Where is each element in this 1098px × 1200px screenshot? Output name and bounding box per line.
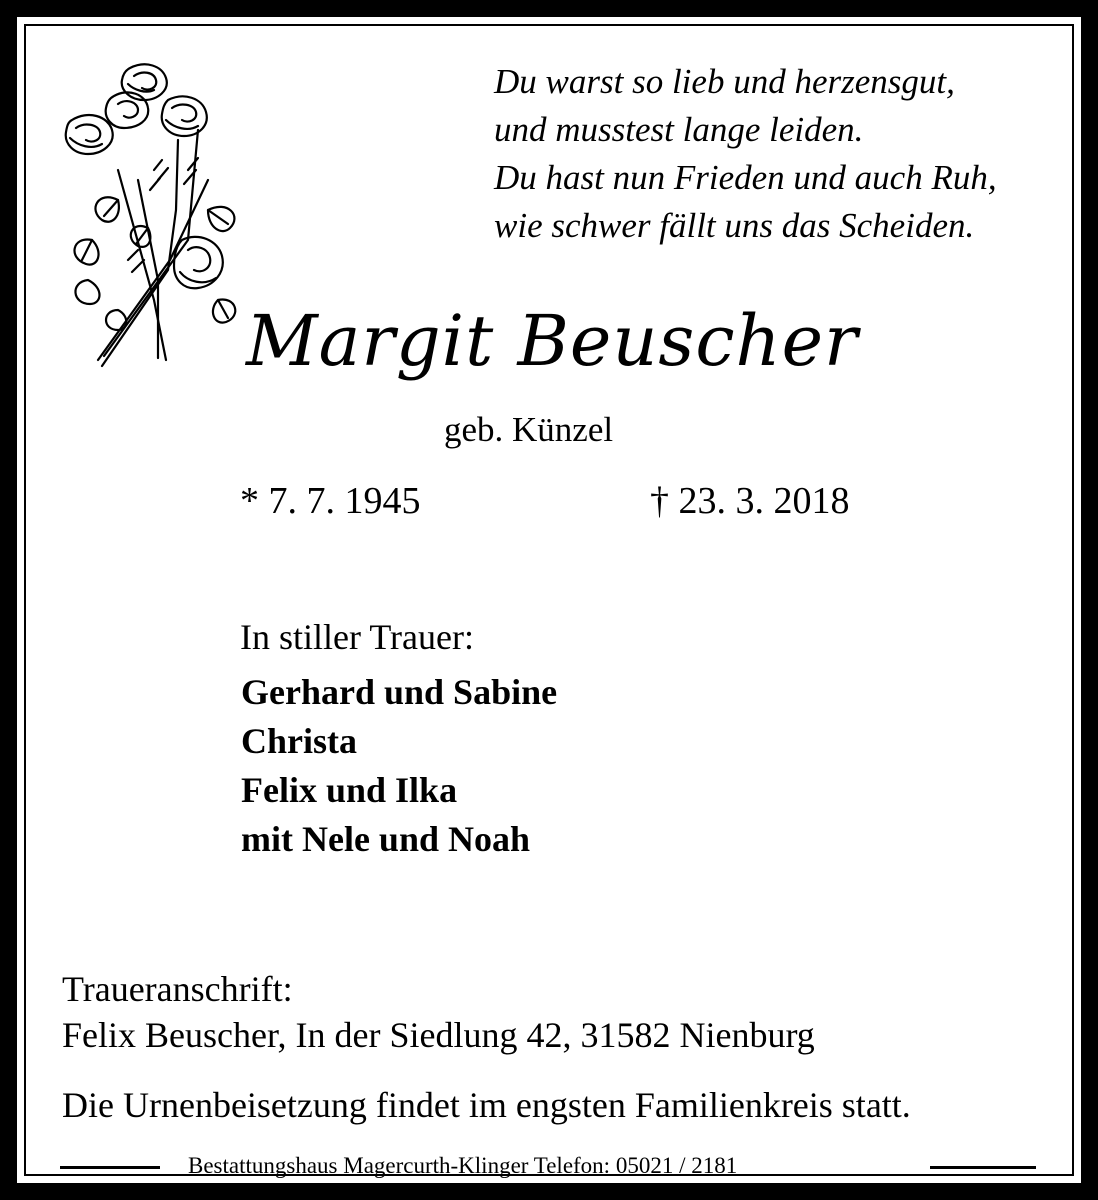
family-member: Gerhard und Sabine: [241, 672, 558, 712]
birth-date: * 7. 7. 1945: [240, 480, 421, 522]
poem: [494, 58, 997, 250]
address-label: Traueranschrift:: [62, 969, 293, 1009]
footer-rule-left: [60, 1166, 160, 1169]
family-member: Christa: [241, 721, 357, 761]
mourning-intro: In stiller Trauer:: [240, 617, 474, 657]
poem-line: und musstest lange leiden.: [494, 110, 864, 149]
address-line: Felix Beuscher, In der Siedlung 42, 31582 Nienburg: [62, 1015, 815, 1055]
family-list: [241, 668, 557, 864]
burial-notice: Die Urnenbeisetzung findet im engsten Familienkreis statt.: [62, 1085, 911, 1125]
family-member: Felix und Ilka: [241, 770, 458, 810]
funeral-home-footer: Bestattungshaus Magercurth-Klinger Telefon: 05021 / 2181: [188, 1153, 738, 1178]
footer-rule-right: [930, 1166, 1036, 1169]
death-date: † 23. 3. 2018: [650, 480, 850, 522]
poem-line: wie schwer fällt uns das Scheiden.: [494, 206, 975, 245]
family-member: mit Nele und Noah: [241, 819, 531, 859]
poem-line: Du hast nun Frieden und auch Ruh,: [494, 158, 997, 197]
roses-bouquet-icon: [58, 60, 250, 380]
poem-line: Du warst so lieb und herzensgut,: [494, 62, 955, 101]
birth-name: geb. Künzel: [444, 410, 614, 449]
deceased-name: Margit Beuscher: [246, 300, 859, 382]
